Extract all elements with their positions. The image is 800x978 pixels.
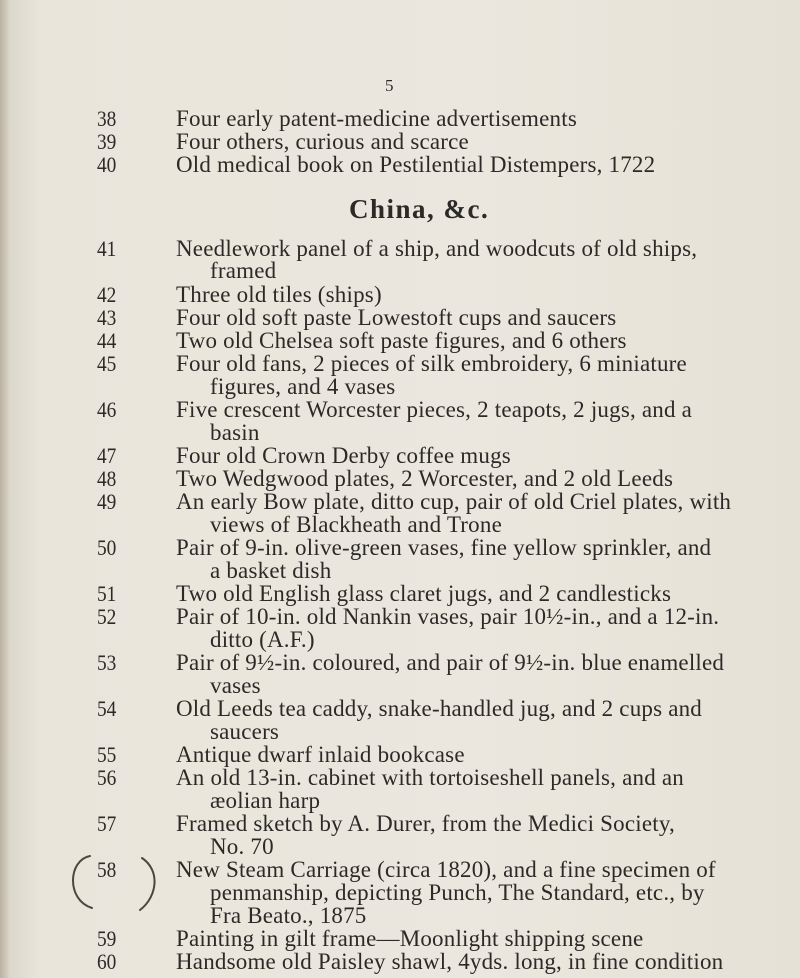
- lot-description: Four others, curious and scarce: [176, 129, 469, 154]
- lot-description-continued: æolian harp: [210, 788, 321, 813]
- lot-description: Old medical book on Pestilential Distempers, 1722: [176, 152, 656, 177]
- lot-description: An early Bow plate, ditto cup, pair of old Criel plates, with: [176, 489, 732, 514]
- lot-description-continued: views of Blackheath and Trone: [210, 512, 502, 537]
- lot-description: Painting in gilt frame—Moonlight shipping scene: [176, 926, 644, 951]
- lot-number: 42: [97, 282, 117, 307]
- lot-number: 38: [97, 106, 117, 131]
- lot-number: 49: [97, 489, 117, 514]
- lot-description: Five crescent Worcester pieces, 2 teapots, 2 jugs, and a: [176, 397, 693, 422]
- lot-description: Pair of 10-in. old Nankin vases, pair 10½-in., and a 12-in.: [176, 604, 720, 629]
- lot-description: Two Wedgwood plates, 2 Worcester, and 2 old Leeds: [176, 466, 674, 491]
- lot-number: 56: [97, 765, 117, 790]
- lot-description: Two old Chelsea soft paste figures, and 6 others: [176, 328, 627, 353]
- lot-number: 59: [97, 926, 117, 951]
- lot-description: Antique dwarf inlaid bookcase: [176, 742, 465, 767]
- lot-description: Four early patent-medicine advertisements: [176, 106, 577, 131]
- lot-description-continued: No. 70: [210, 834, 274, 859]
- lot-description-continued: a basket dish: [210, 558, 332, 583]
- lot-number: 40: [97, 152, 117, 177]
- lot-description: An old 13-in. cabinet with tortoiseshell panels, and an: [176, 765, 684, 790]
- lot-number: 45: [97, 351, 117, 376]
- lot-number: 43: [97, 305, 117, 330]
- lot-description: Two old English glass claret jugs, and 2 candlesticks: [176, 581, 672, 606]
- lot-description: Old Leeds tea caddy, snake-handled jug, and 2 cups and: [176, 696, 702, 721]
- lot-description: Three old tiles (ships): [176, 282, 382, 307]
- lot-description: Pair of 9½-in. coloured, and pair of 9½-in. blue enamelled: [176, 650, 725, 675]
- lot-description: Pair of 9-in. olive-green vases, fine yellow sprinkler, and: [176, 535, 712, 560]
- lot-description: New Steam Carriage (circa 1820), and a fine specimen of: [176, 857, 716, 882]
- lot-number: 52: [97, 604, 117, 629]
- lot-number: 55: [97, 742, 117, 767]
- lot-number: 58: [97, 857, 117, 882]
- lot-description-continued: vases: [210, 673, 261, 698]
- lot-number: 44: [97, 328, 117, 353]
- lot-description-continued: ditto (A.F.): [210, 627, 315, 652]
- lot-description-continued: penmanship, depicting Punch, The Standard, etc., by: [210, 880, 705, 905]
- section-heading: China, &c.: [349, 194, 490, 224]
- lot-description: Framed sketch by A. Durer, from the Medici Society,: [176, 811, 675, 836]
- lot-number: 60: [97, 949, 117, 974]
- lot-number: 39: [97, 129, 117, 154]
- lot-number: 41: [97, 236, 117, 261]
- lot-description: Handsome old Paisley shawl, 4yds. long, in fine condition: [176, 949, 724, 974]
- lot-description: Four old Crown Derby coffee mugs: [176, 443, 511, 468]
- lot-number: 47: [97, 443, 117, 468]
- lot-description: Four old soft paste Lowestoft cups and saucers: [176, 305, 617, 330]
- lot-description-continued: basin: [210, 420, 260, 445]
- lot-number: 51: [97, 581, 117, 606]
- lot-description-continued: framed: [210, 258, 277, 283]
- lot-number: 50: [97, 535, 117, 560]
- lot-number: 48: [97, 466, 117, 491]
- lot-description-continued: Fra Beato., 1875: [210, 903, 367, 928]
- lot-description: Needlework panel of a ship, and woodcuts of old ships,: [176, 236, 698, 261]
- binding-edge: [0, 0, 10, 978]
- lot-number: 54: [97, 696, 117, 721]
- lot-description: Four old fans, 2 pieces of silk embroidery, 6 miniature: [176, 351, 687, 376]
- lot-number: 57: [97, 811, 117, 836]
- page-number: 5: [385, 76, 394, 95]
- lot-description-continued: figures, and 4 vases: [210, 374, 396, 399]
- lot-number: 53: [97, 650, 117, 675]
- lot-description-continued: saucers: [210, 719, 280, 744]
- lot-number: 46: [97, 397, 117, 422]
